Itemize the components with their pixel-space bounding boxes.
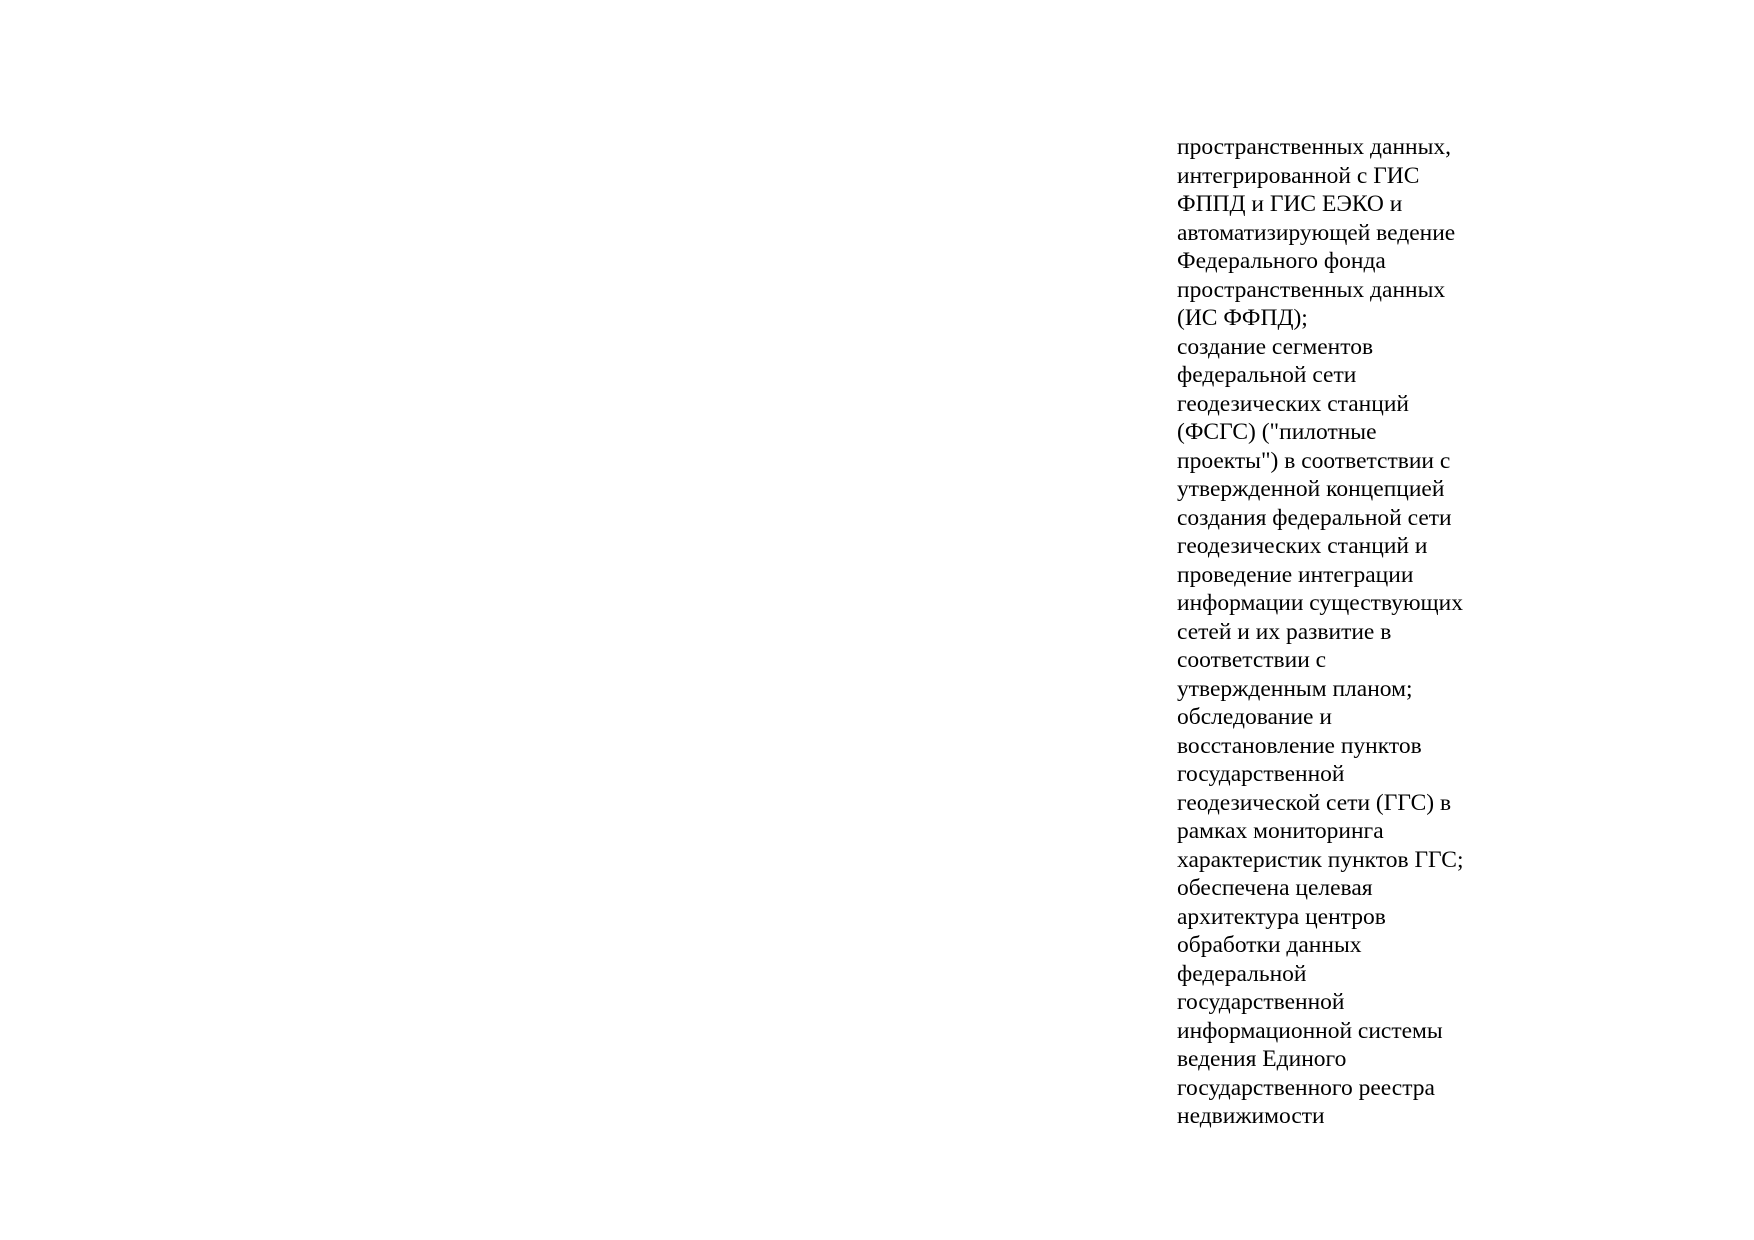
text-column: [1177, 133, 1517, 1131]
text-line: автоматизирующей ведение: [1177, 219, 1456, 246]
text-line: утвержденным планом;: [1177, 675, 1413, 702]
text-line: проекты") в соответствии с: [1177, 447, 1451, 474]
text-line: создание сегментов: [1177, 333, 1374, 360]
text-line: геодезической сети (ГГС) в: [1177, 789, 1452, 816]
text-line: информации существующих: [1177, 590, 1463, 616]
text-line: пространственных данных,: [1177, 134, 1452, 160]
text-line: утвержденной концепцией: [1177, 476, 1445, 502]
text-line: ведения Единого: [1177, 1046, 1347, 1072]
text-line: информационной системы: [1177, 1017, 1443, 1044]
text-line: государственной: [1177, 989, 1345, 1015]
text-line: геодезических станций и: [1177, 533, 1428, 559]
text-line: создания федеральной сети: [1177, 504, 1452, 531]
text-line: Федерального фонда: [1177, 248, 1386, 274]
text-line: государственного реестра: [1177, 1074, 1435, 1101]
text-line: федеральной: [1177, 960, 1307, 987]
text-line: федеральной сети: [1177, 362, 1357, 388]
text-line: обработки данных: [1177, 932, 1362, 958]
text-line: (ИС ФФПД);: [1177, 305, 1308, 331]
text-line: обеспечена целевая: [1177, 875, 1373, 901]
text-line: сетей и их развитие в: [1177, 618, 1392, 645]
text-line: интегрированной с ГИС: [1177, 162, 1420, 189]
text-line: восстановление пунктов: [1177, 732, 1422, 759]
text-line: геодезических станций: [1177, 390, 1409, 417]
text-line: соответствии с: [1177, 647, 1327, 673]
text-line: архитектура центров: [1177, 903, 1386, 930]
text-line: (ФСГС) ("пилотные: [1177, 419, 1377, 445]
text-line: обследование и: [1177, 704, 1332, 730]
text-line: проведение интеграции: [1177, 561, 1414, 588]
text-line: государственной: [1177, 761, 1345, 787]
text-line: характеристик пунктов ГГС;: [1177, 846, 1464, 873]
text-line: ФППД и ГИС ЕЭКО и: [1177, 191, 1403, 217]
text-line: недвижимости: [1177, 1103, 1325, 1129]
text-line: рамках мониторинга: [1177, 818, 1384, 844]
text-line: пространственных данных: [1177, 276, 1446, 303]
